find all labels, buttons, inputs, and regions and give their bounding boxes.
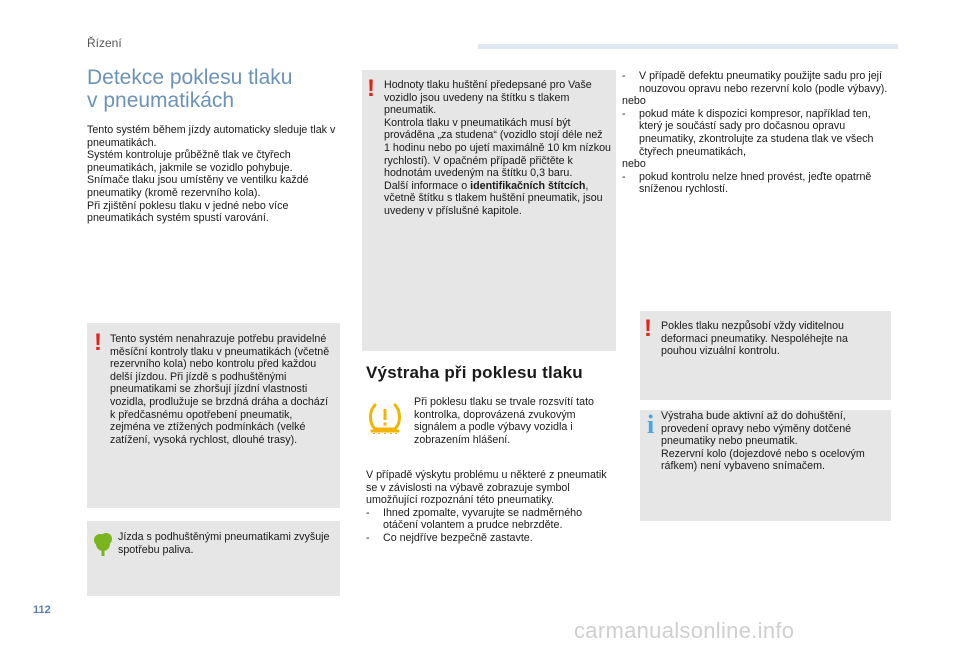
section-title: Výstraha při poklesu tlaku xyxy=(366,363,583,382)
tpms-text: Při poklesu tlaku se trvale rozsvítí tato kontrolka, doprovázená zvukovým signálem a podle výbavy vozidla i zobrazením hlášení. xyxy=(414,396,594,446)
list-item: - Ihned zpomalte, vyvarujte se nadměrného otáčení volantem a prudce nebrzděte. xyxy=(366,507,616,532)
intro-line: Tento systém během jízdy automaticky sleduje tlak v pneumatikách. xyxy=(87,124,336,149)
instructions-list xyxy=(622,70,892,95)
warning-text-part: Další informace o xyxy=(384,179,471,192)
list-item: - pokud kontrolu nelze hned provést, jeďte opatrně sníženou rychlostí. xyxy=(622,171,892,196)
eco-box-text xyxy=(118,531,336,556)
intro-text xyxy=(87,124,342,225)
intro-line: Systém kontroluje průběžně tlak ve čtyřech pneumatikách, jakmile se vozidlo pohybuje. xyxy=(87,149,293,174)
tpms-description xyxy=(414,396,614,446)
right-column-instructions xyxy=(622,70,892,196)
warning-box-visual-check-text xyxy=(661,320,886,358)
instructions-list xyxy=(622,171,892,196)
warning-text-part: , včetně štítku s tlakem huštění pneumatik, jsou uvedeny v příslušné kapitole. xyxy=(384,179,603,217)
page-title-line-2: v pneumatikách xyxy=(87,89,235,112)
page-title-line-1: Detekce poklesu tlaku xyxy=(87,66,293,89)
page-title xyxy=(87,66,347,112)
page-number: 112 xyxy=(33,604,51,616)
header-bar xyxy=(478,44,898,49)
warning-text: Pokles tlaku nezpůsobí vždy viditelnou deformaci pneumatiky. Nespoléhejte na pouhou vizuální kontrolu. xyxy=(661,320,848,358)
list-item: - pokud máte k dispozici kompresor, například ten, který je součástí sady pro dočasnou opravu pneumatiky, zkontrolujte za studena tlak ve všech čtyřech pneumatikách, xyxy=(622,108,892,158)
info-paragraph: Výstraha bude aktivní až do dohuštění, provedení opravy nebo výměny dotčené pneumatiky nebo pneumatik. xyxy=(661,410,852,448)
or-label: nebo xyxy=(622,95,646,108)
warning-paragraph: Kontrola tlaku v pneumatikách musí být prováděna „za studena“ (vozidlo stojí déle než 1 hodinu nebo po ujetí maximálně 10 km nízkou rychlostí). V opačném případě přičtěte k hodnotám uvedeným na štítku 0,3 baru. xyxy=(384,116,611,180)
identification-labels-term: identifikačních štítcích xyxy=(470,179,586,192)
eco-tree-icon xyxy=(92,532,114,556)
tire-pressure-warning-icon xyxy=(366,401,404,435)
warning-paragraph xyxy=(384,180,611,218)
section2-body xyxy=(366,469,616,545)
warning-box-monthly-check-text xyxy=(110,333,335,446)
action-steps-list xyxy=(366,507,616,545)
intro-line: Snímače tlaku jsou umístěny ve ventilku každé pneumatiky (kromě rezervního kola). xyxy=(87,174,309,199)
info-icon: i xyxy=(647,410,655,439)
watermark: carmanualsonline.info xyxy=(574,618,795,643)
warning-box-pressure-values-text xyxy=(384,79,611,218)
intro-line: Při zjištění poklesu tlaku v jedné nebo více pneumatikách systém spustí varování. xyxy=(87,199,289,225)
exclamation-warning-icon: ! xyxy=(644,315,652,342)
exclamation-warning-icon: ! xyxy=(94,329,102,356)
info-box-text xyxy=(661,410,886,473)
instructions-list xyxy=(622,108,892,158)
section2-paragraph: V případě výskytu problému u některé z pneumatik se v závislosti na výbavě zobrazuje symbol umožňující rozpoznání této pneumatiky. xyxy=(366,469,607,507)
section-label: Řízení xyxy=(87,36,122,50)
warning-text: Tento systém nenahrazuje potřebu pravidelné měsíční kontroly tlaku v pneumatikách (včetně rezervního kola) nebo kontrolu před každou delší jízdou. Při jízdě s podhuštěnými pneumatikami se zhoršují jízdní vlastnosti vozidla, prodlužuje se brzdná dráha a dochází k předčasnému opotřebení pneumatik, zejména ve ztížených podmínkách (velké zatížení, vysoká rychlost, dlouhé trasy). xyxy=(110,333,330,446)
or-label: nebo xyxy=(622,158,646,171)
eco-text: Jízda s podhuštěnými pneumatikami zvyšuje spotřebu paliva. xyxy=(118,531,330,556)
info-paragraph: Rezervní kolo (dojezdové nebo s ocelovým ráfkem) není vybaveno snímačem. xyxy=(661,447,865,473)
exclamation-warning-icon: ! xyxy=(367,75,375,102)
list-item: - Co nejdříve bezpečně zastavte. xyxy=(366,532,616,545)
warning-paragraph: Hodnoty tlaku huštění předepsané pro Vaše vozidlo jsou uvedeny na štítku s tlakem pneumatik. xyxy=(384,79,592,117)
list-item: - V případě defektu pneumatiky použijte sadu pro její nouzovou opravu nebo rezervní kolo (podle výbavy). xyxy=(622,70,892,95)
